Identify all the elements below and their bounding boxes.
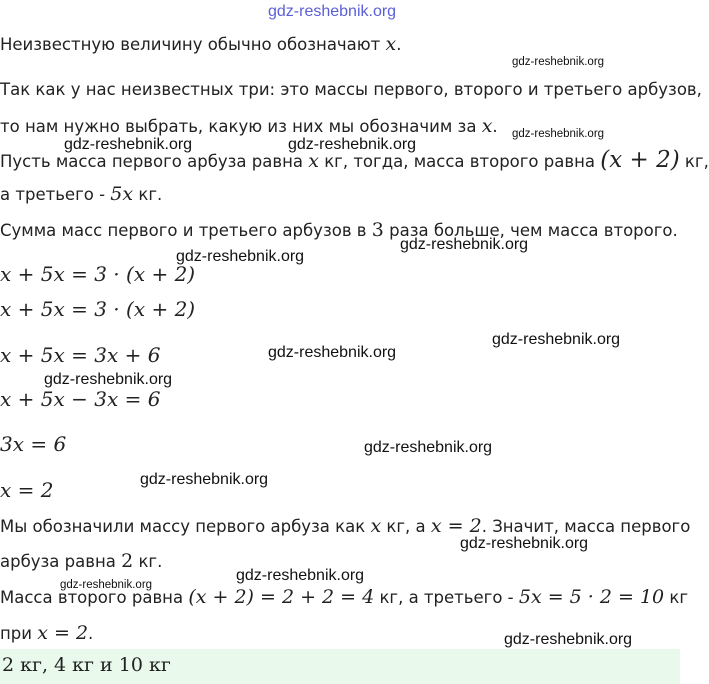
paragraph-5-line-1: Мы обозначили массу первого арбуза как x кг, а x = 2. Значит, масса первого [0, 515, 691, 537]
answer-box [0, 649, 680, 684]
watermark: gdz-reshebnik.org [60, 579, 153, 591]
watermark: gdz-reshebnik.org [492, 331, 621, 348]
watermark: gdz-reshebnik.org [140, 471, 269, 488]
paragraph-6-line-1: Масса второго равна (x + 2) = 2 + 2 = 4 кг, а третьего - 5x = 5 · 2 = 10 кг [0, 586, 689, 608]
paragraph-2-line-2: то нам нужно выбрать, какую из них мы обозначим за x. [0, 115, 498, 137]
answer-text: 2 кг, 4 кг и 10 кг [2, 654, 171, 676]
watermark: gdz-reshebnik.org [176, 248, 305, 265]
watermark: gdz-reshebnik.org [364, 439, 493, 456]
paragraph-6-line-2: при x = 2. [0, 622, 94, 644]
watermark-top[interactable]: gdz-reshebnik.org [268, 3, 397, 20]
watermark: gdz-reshebnik.org [288, 136, 417, 153]
watermark: gdz-reshebnik.org [512, 128, 605, 140]
watermark: gdz-reshebnik.org [400, 236, 529, 253]
equation-2: x + 5x = 3 · (x + 2) [0, 297, 196, 321]
equation-1: x + 5x = 3 · (x + 2) [0, 262, 196, 286]
watermark: gdz-reshebnik.org [236, 567, 365, 584]
watermark: gdz-reshebnik.org [460, 535, 589, 552]
paragraph-4: Сумма масс первого и третьего арбузов в 3 раза больше, чем масса второго. [0, 219, 678, 241]
watermark: gdz-reshebnik.org [64, 136, 193, 153]
equation-5: 3x = 6 [0, 432, 67, 456]
paragraph-3-line-1: Пусть масса первого арбуза равна x кг, тогда, масса второго равна (x + 2) кг, [0, 147, 709, 173]
paragraph-3-line-2: а третьего - 5x кг. [0, 183, 163, 205]
watermark: gdz-reshebnik.org [44, 371, 173, 388]
paragraph-5-line-2: арбуза равна 2 кг. [0, 550, 163, 572]
watermark: gdz-reshebnik.org [512, 56, 605, 68]
equation-3: x + 5x = 3x + 6 [0, 343, 161, 367]
watermark: gdz-reshebnik.org [504, 631, 633, 648]
watermark: gdz-reshebnik.org [268, 344, 397, 361]
equation-4: x + 5x − 3x = 6 [0, 387, 161, 411]
equation-6: x = 2 [0, 478, 54, 502]
paragraph-2-line-1: Так как у нас неизвестных три: это массы первого, второго и третьего арбузов, [0, 80, 702, 99]
intro-paragraph: Неизвестную величину обычно обозначают x. [0, 33, 402, 55]
